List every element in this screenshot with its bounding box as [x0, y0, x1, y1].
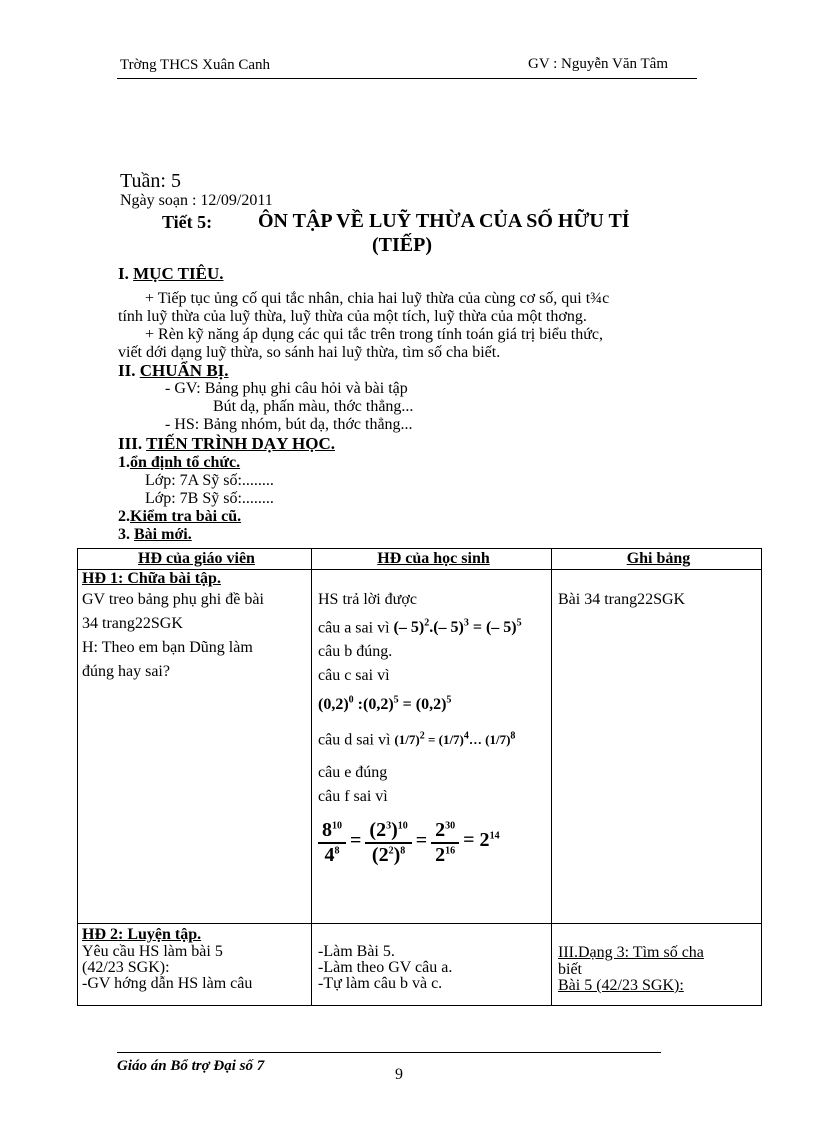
school-name: Trờng THCS Xuân Canh [120, 57, 271, 73]
row1-notes-cell [552, 570, 762, 924]
tiet-label: Tiết 5: [162, 212, 213, 232]
note-exercise-34: Bài 34 trang22SGK [558, 591, 686, 608]
objective-line3: + Rèn kỹ năng áp dụng các qui tắc trên trong tính toán giá trị biểu thức, [145, 326, 604, 343]
prep-gv-line2: Bút dạ, phấn màu, thớc thẳng... [213, 398, 414, 415]
formula-d: $(1/7)^2$ = $(1/7)^4\dots$ $(1/7)^8$ [394, 730, 516, 747]
student-answer-c: câu c sai vì [318, 667, 390, 685]
objective-line1: + Tiếp tục ủng cố qui tắc nhân, chia hai luỹ thừa của cùng cơ số, qui t¾c [145, 290, 610, 307]
student-answer-e: câu e đúng [318, 763, 388, 781]
student-answer-d: câu d sai vì $(1/7)^2$ = $(1/7)^4\dots$ $(1/7)^8$ [318, 730, 516, 748]
row2-student-cell [312, 924, 552, 1006]
header-teacher-activity: HĐ của giáo viên [78, 549, 312, 570]
header-rule [117, 78, 697, 79]
prep-hs-line: - HS: Bảng nhóm, bút dạ, thớc thẳng... [165, 416, 413, 433]
student-answer-intro: HS trả lời được [318, 591, 417, 608]
student-step1: -Làm Bài 5. [318, 943, 395, 960]
page-subtitle: (TIẾP) [372, 234, 432, 256]
activity1-text3: H: Theo em bạn Dũng làm [82, 639, 253, 656]
section2-heading: II. CHUẨN BỊ. [118, 361, 229, 380]
subsection-3: 3. Bài mới. [118, 526, 192, 543]
date-label: Ngày soạn : 12/09/2011 [120, 192, 273, 209]
activity2-text1: Yêu cầu HS làm bài 5 [82, 943, 223, 960]
objective-line2: tính luỹ thừa của luỹ thừa, luỹ thừa của một tích, luỹ thừa của một thơng. [118, 308, 587, 325]
page-title: ÔN TẬP VỀ LUỸ THỪA CỦA SỐ HỮU TỈ [258, 210, 630, 232]
section1-heading: I. MỤC TIÊU. [118, 264, 224, 283]
row2-teacher-cell [78, 924, 312, 1006]
row1-teacher-cell [78, 570, 312, 924]
row2-notes-cell [552, 924, 762, 1006]
activity1-text2: 34 trang22SGK [82, 615, 183, 632]
activity2-title: HĐ 2: Luyện tập. [82, 926, 202, 943]
lesson-table [77, 548, 762, 1006]
student-step2: -Làm theo GV câu a. [318, 959, 453, 976]
teacher-name: GV : Nguyễn Văn Tâm [528, 56, 668, 72]
week-label: Tuần: 5 [120, 170, 181, 192]
footer-title: Giáo án Bổ trợ Đại số 7 [117, 1058, 265, 1074]
class-7b: Lớp: 7B Sỹ số:........ [145, 490, 274, 507]
header-board-notes: Ghi bảng [552, 549, 762, 570]
activity2-text2: (42/23 SGK): [82, 959, 170, 976]
note-exercise-5: Bài 5 (42/23 SGK): [558, 977, 684, 994]
class-7a: Lớp: 7A Sỹ số:........ [145, 472, 274, 489]
subsection-2: 2.Kiểm tra bài cũ. [118, 508, 242, 525]
student-step3: -Tự làm câu b và c. [318, 975, 443, 992]
footer-rule [117, 1052, 661, 1053]
note-type3: III.Dạng 3: Tìm số cha [558, 944, 704, 961]
subsection-1: 1.ổn định tổ chức. [118, 454, 241, 471]
prep-gv-line1: - GV: Bảng phụ ghi câu hỏi và bài tập [165, 380, 408, 397]
activity1-title: HĐ 1: Chữa bài tập. [82, 570, 221, 587]
student-answer-b: câu b đúng. [318, 643, 393, 661]
formula-a: (– 5)$^2$.(– 5)$^3$ = (– 5)$^5$ [393, 618, 522, 637]
note-type3-cont: biết [558, 961, 582, 978]
page-number: 9 [395, 1066, 403, 1083]
objective-line4: viết dới dạng luỹ thừa, so sánh hai luỹ thừa, tìm số cha biết. [118, 344, 501, 361]
formula-f: $\frac{8^{10}}{4^8}$ = $\frac{(2^3)^{10}}{(2^2)^8}$ = $\frac{2^{30}}{2^{16}}$ = $2^{14}$ [318, 819, 551, 867]
student-answer-f: câu f sai vì [318, 787, 388, 805]
formula-c: $(0,2)^0$ $:(0,2)^5 = (0,2)^5$ [318, 694, 452, 713]
header-student-activity: HĐ của học sinh [312, 549, 552, 570]
section3-heading: III. TIẾN TRÌNH DẠY HỌC. [118, 434, 335, 453]
student-answer-a: câu a sai vì (– 5)$^2$.(– 5)$^3$ = (– 5)$^5$ [318, 618, 522, 637]
row1-student-cell [312, 570, 552, 924]
activity1-text4: đúng hay sai? [82, 663, 170, 680]
activity2-text3: -GV hớng dẫn HS làm câu [82, 975, 253, 992]
activity1-text1: GV treo bảng phụ ghi đề bài [82, 591, 264, 608]
